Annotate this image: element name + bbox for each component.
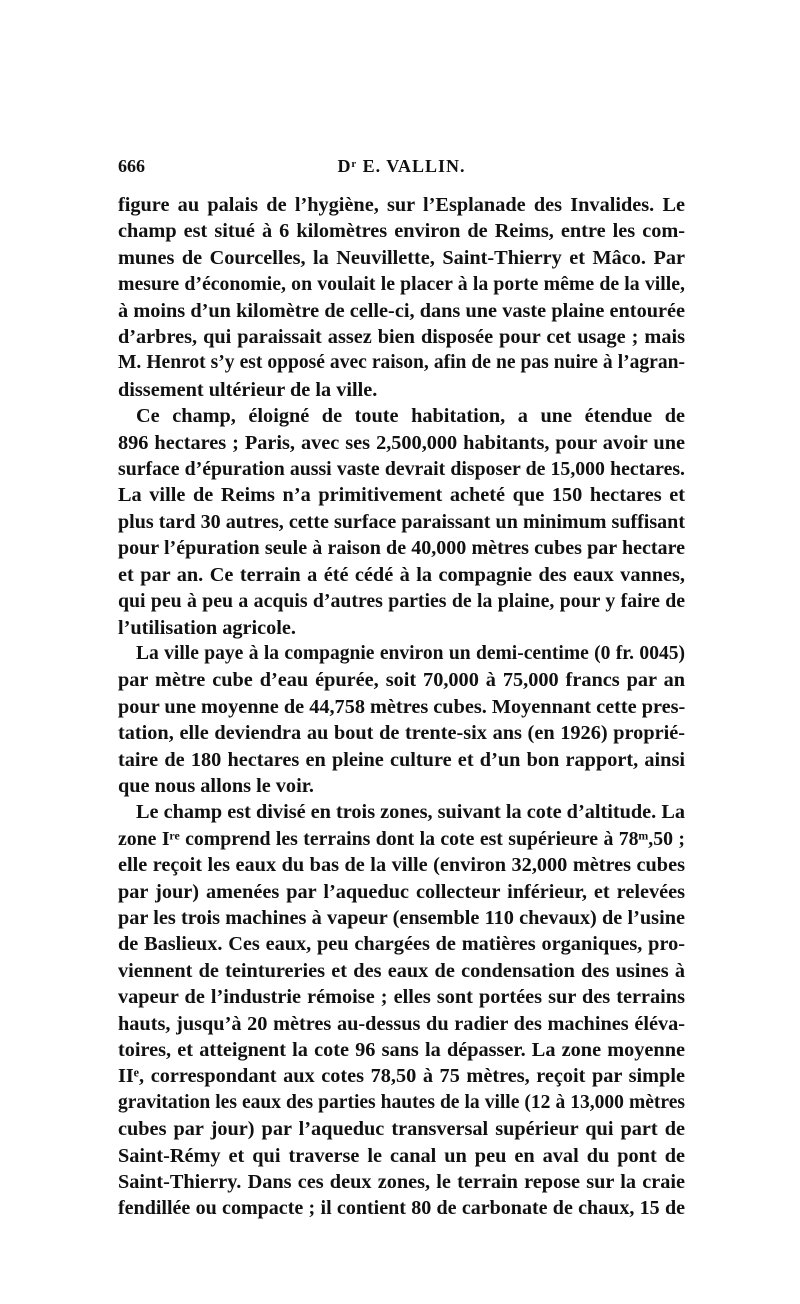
paragraph-3 xyxy=(118,641,685,799)
paragraph-2 xyxy=(118,403,685,641)
text-line: La ville de Reims n’a primitivement acheté que 150 hectares et xyxy=(118,484,685,507)
text-line: plus tard 30 autres, cette surface paraissant un minimum suffisant xyxy=(118,510,685,533)
text-line: par jour) amenées par l’aqueduc collecteur inférieur, et relevées xyxy=(118,880,685,903)
text-line: pour une moyenne de 44,758 mètres cubes. Moyennant cette pres- xyxy=(118,695,686,718)
running-head: Dʳ E. VALLIN. xyxy=(337,156,466,176)
text-line: La ville paye à la compagnie environ un demi-centime (0 fr. 0045) xyxy=(136,642,685,664)
text-line: fendillée ou compacte ; il contient 80 de carbonate de chaux, 15 de xyxy=(118,1197,685,1220)
text-line: surface d’épuration aussi vaste devrait disposer de 15,000 hectares. xyxy=(118,458,685,481)
text-line: et par an. Ce terrain a été cédé à la compagnie des eaux vannes, xyxy=(118,563,685,586)
text-line: 896 hectares ; Paris, avec ses 2,500,000 habitants, pour avoir une xyxy=(118,431,685,454)
text-line: figure au palais de l’hygiène, sur l’Esplanade des Invalides. Le xyxy=(118,194,685,216)
page-header xyxy=(118,156,685,186)
text-line: dissement ultérieur de la ville. xyxy=(118,378,378,401)
text-line: gravitation les eaux des parties hautes de la ville (12 à 13,000 mètres xyxy=(118,1091,685,1113)
text-line: munes de Courcelles, la Neuvillette, Saint-Thierry et Mâco. Par xyxy=(118,246,685,269)
text-line: Le champ est divisé en trois zones, suivant la cote d’altitude. La xyxy=(136,801,685,824)
body-text xyxy=(118,192,685,1222)
text-line: viennent de teintureries et des eaux de condensation des usines à xyxy=(118,959,685,982)
text-line: taire de 180 hectares en pleine culture et d’un bon rapport, ainsi xyxy=(118,748,685,771)
paragraph-1 xyxy=(118,192,685,403)
page-number: 666 xyxy=(118,156,145,176)
text-line: cubes par jour) par l’aqueduc transversal supérieur qui part de xyxy=(118,1118,685,1141)
text-line: vapeur de l’industrie rémoise ; elles sont portées sur des terrains xyxy=(118,986,685,1009)
text-line: qui peu à peu a acquis d’autres parties de la plaine, pour y faire de xyxy=(118,590,685,613)
text-line: par mètre cube d’eau épurée, soit 70,000 à 75,000 francs par an xyxy=(118,669,685,692)
text-line: mesure d’économie, on voulait le placer à la porte même de la ville, xyxy=(118,273,685,296)
text-line: que nous allons le voir. xyxy=(118,774,314,797)
paragraph-4 xyxy=(118,799,685,1222)
text-line: Saint-Rémy et qui traverse le canal un peu en aval du pont de xyxy=(118,1144,685,1167)
text-line: à moins d’un kilomètre de celle-ci, dans une vaste plaine entourée xyxy=(118,299,685,322)
text-line: l’utilisation agricole. xyxy=(118,616,297,639)
text-line: IIᵉ, correspondant aux cotes 78,50 à 75 mètres, reçoit par simple xyxy=(118,1065,685,1088)
text-line: Saint-Thierry. Dans ces deux zones, le terrain repose sur la craie xyxy=(118,1171,685,1194)
text-line: champ est situé à 6 kilomètres environ de Reims, entre les com- xyxy=(118,220,685,243)
text-line: d’arbres, qui paraissait assez bien disposée pour cet usage ; mais xyxy=(118,326,685,349)
text-line: hauts, jusqu’à 20 mètres au-dessus du radier des machines éléva- xyxy=(118,1012,685,1035)
text-line: Ce champ, éloigné de toute habitation, a une étendue de xyxy=(136,405,685,428)
text-line: tation, elle deviendra au bout de trente-six ans (en 1926) proprié- xyxy=(118,722,685,745)
text-line: zone Iʳᵉ comprend les terrains dont la cote est supérieure à 78ᵐ,50 ; xyxy=(118,827,685,850)
text-line: elle reçoit les eaux du bas de la ville (environ 32,000 mètres cubes xyxy=(118,854,685,877)
text-line: M. Henrot s’y est opposé avec raison, afin de ne pas nuire à l’agran- xyxy=(118,352,685,374)
text-line: par les trois machines à vapeur (ensemble 110 chevaux) de l’usine xyxy=(118,906,685,929)
text-line: toires, et atteignent la cote 96 sans la dépasser. La zone moyenne xyxy=(118,1039,685,1061)
text-line: de Baslieux. Ces eaux, peu chargées de matières organiques, pro- xyxy=(118,933,685,956)
text-line: pour l’épuration seule à raison de 40,000 mètres cubes par hectare xyxy=(118,537,685,560)
